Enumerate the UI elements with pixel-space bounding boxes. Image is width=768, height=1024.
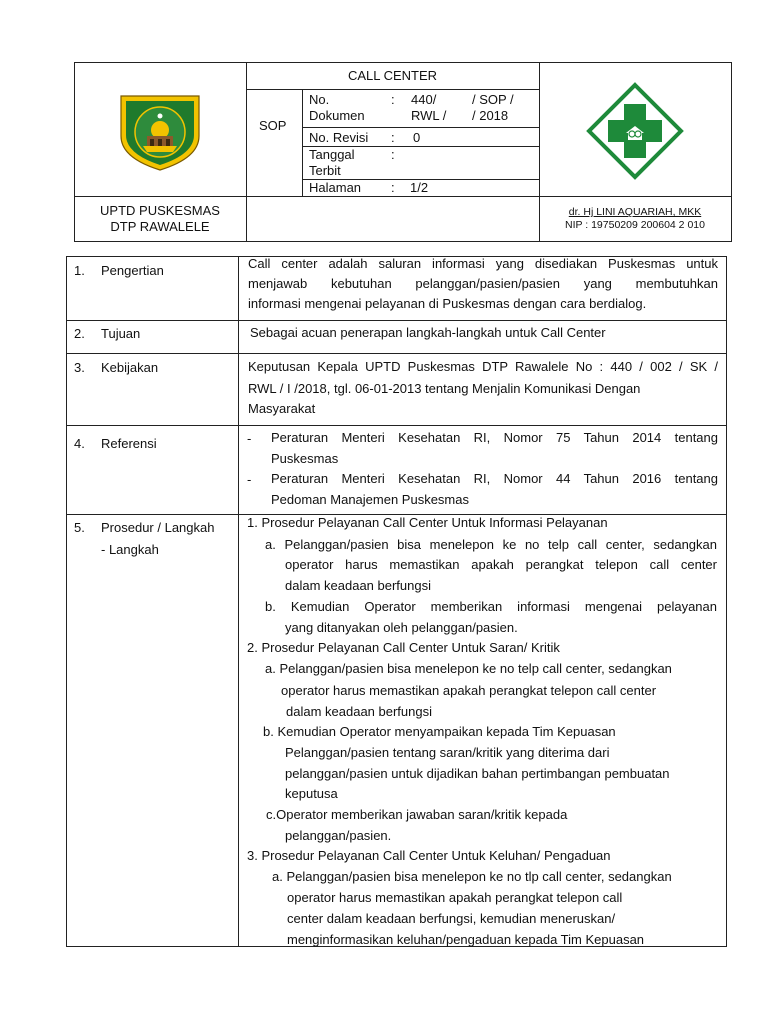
signer-nip: NIP : 19750209 200604 2 010 — [565, 219, 705, 231]
section-5-number: 5. — [74, 520, 85, 535]
org-name-line1: UPTD PUSKESMAS — [100, 203, 220, 218]
doc-no-value-b2: / 2018 — [472, 108, 509, 123]
revision-label: No. Revisi — [309, 130, 369, 145]
section-2-text: Sebagai acuan penerapan langkah-langkah untuk Call Center — [250, 325, 606, 340]
section-3-line-1: Keputusan Kepala UPTD Puskesmas DTP Rawalele No : 440 / 002 / SK / — [248, 359, 718, 374]
doc-no-colon: : — [391, 92, 395, 107]
header-border-bottom — [74, 241, 732, 242]
reference-2-bullet: - — [247, 472, 252, 487]
procedure-1-b-line-2: yang ditanyakan oleh pelanggan/pasien. — [285, 620, 518, 635]
puskesmas-logo — [586, 82, 684, 180]
section-4-number: 4. — [74, 436, 85, 451]
header-divider — [74, 196, 732, 197]
procedure-1-a-line-2: operator harus memastikan apakah perangkat telepon call center — [285, 557, 717, 572]
content-col-divider — [238, 256, 239, 947]
revision-colon: : — [391, 130, 395, 145]
section-2-label: Tujuan — [101, 326, 141, 341]
procedure-3-a-line-1: a. Pelanggan/pasien bisa menelepon ke no tlp call center, sedangkan — [272, 869, 672, 884]
procedure-2-b-line-4: keputusa — [285, 786, 338, 801]
issued-label-2: Terbit — [309, 163, 341, 178]
procedure-3-a-line-4: menginformasikan keluhan/pengaduan kepada Tim Kepuasan — [287, 932, 645, 947]
procedure-3-a-line-2: operator harus memastikan apakah perangkat telepon call — [287, 890, 623, 905]
procedure-1-a-line-3: dalam keadaan berfungsi — [285, 578, 431, 593]
procedure-2-a-line-2: operator harus memastikan apakah perangkat telepon call center — [281, 683, 657, 698]
procedure-1-a-line-1: a. Pelanggan/pasien bisa menelepon ke no telp call center, sedangkan — [265, 537, 717, 552]
document-title: CALL CENTER — [347, 68, 438, 83]
reference-1-bullet: - — [247, 431, 252, 446]
section-2-number: 2. — [74, 326, 85, 341]
section-5-label-line-1: Prosedur / Langkah — [101, 520, 215, 535]
procedure-2-c-line-1: c.Operator memberikan jawaban saran/kritik kepada — [266, 807, 568, 822]
page-label: Halaman — [309, 180, 362, 195]
section-1-line-1: Call center adalah saluran informasi yang disediakan Puskesmas untuk — [248, 256, 718, 271]
procedure-2-a-line-3: dalam keadaan berfungsi — [286, 704, 432, 719]
page-colon: : — [391, 180, 395, 195]
row-divider-3 — [66, 425, 727, 426]
regency-shield-icon — [117, 92, 203, 172]
section-4-label: Referensi — [101, 436, 157, 451]
issued-label-1: Tanggal — [309, 147, 355, 162]
doc-no-value-a2: RWL / — [411, 108, 447, 123]
procedure-3-heading: 3. Prosedur Pelayanan Call Center Untuk Keluhan/ Pengaduan — [247, 848, 611, 863]
procedure-1-heading: 1. Prosedur Pelayanan Call Center Untuk Informasi Pelayanan — [247, 515, 608, 530]
row-divider-2 — [66, 353, 727, 354]
revision-value: 0 — [413, 130, 421, 145]
header-border-right — [731, 62, 732, 242]
section-3-number: 3. — [74, 360, 85, 375]
signer-name: dr. Hj LINI AQUARIAH, MKK — [568, 206, 702, 218]
sop-label: SOP — [259, 118, 287, 133]
procedure-2-c-line-2: pelanggan/pasien. — [285, 828, 392, 843]
section-5-label-line-2: - Langkah — [101, 542, 159, 557]
procedure-1-b-line-1: b. Kemudian Operator memberikan informasi mengenai pelayanan — [265, 599, 717, 614]
page-value: 1/2 — [410, 180, 429, 195]
procedure-2-a-line-1: a. Pelanggan/pasien bisa menelepon ke no telp call center, sedangkan — [265, 661, 672, 676]
reference-1-line-1: Peraturan Menteri Kesehatan RI, Nomor 75 Tahun 2014 tentang — [271, 430, 718, 445]
puskesmas-cross-icon — [586, 82, 684, 180]
section-1-number: 1. — [74, 263, 85, 278]
section-1-label: Pengertian — [101, 263, 164, 278]
regency-emblem — [117, 92, 203, 172]
row-divider-doc — [302, 127, 539, 128]
section-3-label: Kebijakan — [101, 360, 159, 375]
reference-2-line-1: Peraturan Menteri Kesehatan RI, Nomor 44 Tahun 2016 tentang — [271, 471, 718, 486]
section-1-line-2: menjawab kebutuhan pelanggan/pasien/pasien yang membutuhkan — [248, 276, 718, 291]
title-divider — [246, 89, 539, 90]
content-border-left — [66, 256, 67, 947]
procedure-2-b-line-3: pelanggan/pasien untuk dijadikan bahan pertimbangan pembuatan — [285, 766, 670, 781]
procedure-3-a-line-3: center dalam keadaan berfungsi, kemudian meneruskan/ — [287, 911, 616, 926]
section-3-line-3: Masyarakat — [248, 401, 316, 416]
issued-colon: : — [391, 147, 395, 162]
doc-no-label-1: No. — [309, 92, 330, 107]
reference-2-line-2: Pedoman Manajemen Puskesmas — [271, 492, 469, 507]
doc-no-value-a1: 440/ — [411, 92, 437, 107]
procedure-2-heading: 2. Prosedur Pelayanan Call Center Untuk Saran/ Kritik — [247, 640, 560, 655]
section-3-line-2: RWL / I /2018, tgl. 06-01-2013 tentang Menjalin Komunikasi Dengan — [248, 381, 641, 396]
doc-no-value-b1: / SOP / — [472, 92, 514, 107]
content-border-right — [726, 256, 727, 947]
section-1-line-3: informasi mengenai pelayanan di Puskesmas dengan cara berdialog. — [248, 296, 647, 311]
org-name-line2: DTP RAWALELE — [110, 219, 210, 234]
header-border-top — [74, 62, 732, 63]
procedure-2-b-line-2: Pelanggan/pasien tentang saran/kritik yang diterima dari — [285, 745, 610, 760]
row-divider-1 — [66, 320, 727, 321]
reference-1-line-2: Puskesmas — [271, 451, 339, 466]
procedure-2-b-line-1: b. Kemudian Operator menyampaikan kepada Tim Kepuasan — [263, 724, 616, 739]
doc-no-label-2: Dokumen — [309, 108, 365, 123]
